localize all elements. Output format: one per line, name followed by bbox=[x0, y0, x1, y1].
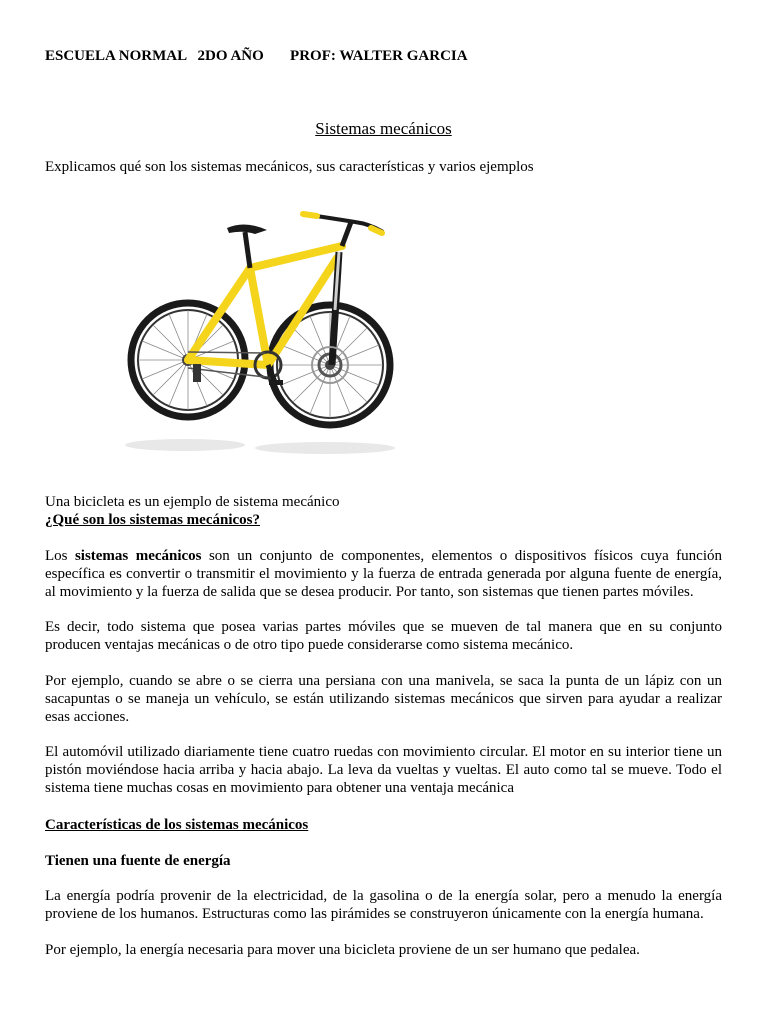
paragraph-examples: Por ejemplo, cuando se abre o se cierra una persiana con una manivela, se saca la punta de un lápiz con un sacapuntas o se maneja un vehículo, se están utilizando sistemas mecánicos que sirven para ayudar a realizar esas acciones. bbox=[45, 673, 722, 725]
question-heading: ¿Qué son los sistemas mecánicos? bbox=[45, 512, 260, 528]
section-heading: Características de los sistemas mecánicos bbox=[45, 817, 309, 833]
paragraph-definition bbox=[45, 547, 722, 601]
image-caption: Una bicicleta es un ejemplo de sistema mecánico bbox=[45, 494, 340, 510]
teacher-name: PROF: WALTER GARCIA bbox=[290, 48, 468, 64]
paragraph-bicycle-energy: Por ejemplo, la energía necesaria para mover una bicicleta proviene de un ser humano que pedalea. bbox=[45, 942, 640, 958]
school-name: ESCUELA NORMAL bbox=[45, 48, 187, 64]
paragraph-rest: son un conjunto de componentes, elementos o dispositivos físicos cuya función específica es convertir o transmitir el movimiento y la fuerza de entrada generada por alguna fuente de energía, al movimiento y la fuerza de salida que se desea producir. Por tanto, son sistemas que tienen partes móviles. bbox=[45, 548, 722, 600]
paragraph-energy-sources: La energía podría provenir de la electricidad, de la gasolina o de la energía solar, pero a menudo la energía proviene de los humanos. Estructuras como las pirámides se construyeron únicamente con la energía humana. bbox=[45, 888, 722, 922]
intro-text: Explicamos qué son los sistemas mecánicos, sus características y varios ejemplos bbox=[45, 159, 534, 175]
school-year: 2DO AÑO bbox=[197, 48, 264, 64]
bicycle-icon bbox=[125, 200, 405, 460]
document-header bbox=[45, 47, 468, 65]
yellow-bicycle-image bbox=[125, 200, 405, 460]
paragraph-automobile: El automóvil utilizado diariamente tiene cuatro ruedas con movimiento circular. El motor en su interior tiene un pistón moviéndose hacia arriba y hacia abajo. La leva da vueltas y vueltas. El auto como tal se mueve. Todo el sistema tiene muchas cosas en movimiento para obtener una ventaja mecánica bbox=[45, 744, 722, 796]
sub-heading: Tienen una fuente de energía bbox=[45, 853, 231, 869]
paragraph-lead: Los bbox=[45, 548, 68, 564]
document-title: Sistemas mecánicos bbox=[315, 119, 452, 138]
paragraph-bold-term: sistemas mecánicos bbox=[74, 548, 202, 564]
paragraph-summary: Es decir, todo sistema que posea varias partes móviles que se mueven de tal manera que en su conjunto producen ventajas mecánicas o de otro tipo puede considerarse como sistema mecánico. bbox=[45, 619, 722, 653]
